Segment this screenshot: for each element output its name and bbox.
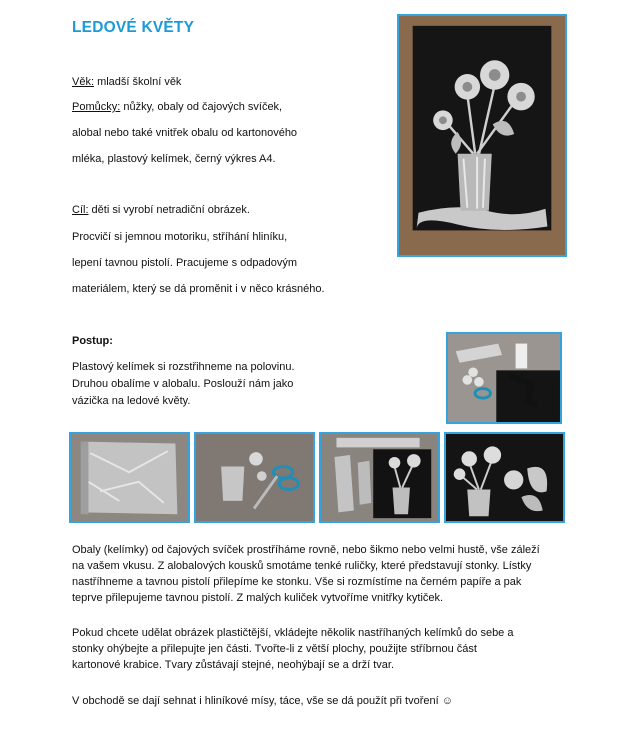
goal-line-4: materiálem, který se dá proměnit i v něco krásného. xyxy=(72,283,325,295)
goal-value: děti si vyrobí netradiční obrázek. xyxy=(88,204,250,216)
tools-value: nůžky, obaly od čajových svíček, xyxy=(120,101,283,113)
document-title: LEDOVÉ KVĚTY xyxy=(72,19,195,36)
goal-line-1 xyxy=(72,204,250,217)
photo-finished-artwork xyxy=(397,14,567,257)
paragraph-tips-line: stonky ohýbejte a přilepujte jen části. Tvořte-li z větší plochy, použijte stříbrnou část xyxy=(72,643,477,655)
procedure-line-1: Plastový kelímek si rozstřihneme na polovinu. xyxy=(72,361,295,373)
paragraph-instructions-line: nastříhneme a tavnou pistolí přilepíme ke stonku. Vše si rozmístíme na černém papíře a pak xyxy=(72,576,522,588)
paragraph-instructions xyxy=(72,542,562,606)
goal-line-2: Procvičí si jemnou motoriku, stříhání hliníku, xyxy=(72,231,288,243)
photo-materials xyxy=(446,332,562,424)
procedure-heading: Postup: xyxy=(72,335,113,347)
paragraph-closing: V obchodě se dají sehnat i hliníkové mísy, tácе, vše se dá použít při tvoření ☺ xyxy=(72,695,453,707)
tools-line-1 xyxy=(72,101,282,114)
photo-assembly xyxy=(319,432,440,523)
tools-line-2: alobal nebo také vnitřek obalu od kartonového xyxy=(72,127,298,139)
tools-label: Pomůcky: xyxy=(72,101,121,113)
procedure-line-3: vázička na ledové květy. xyxy=(72,395,191,407)
age-line xyxy=(72,76,181,89)
paragraph-tips-line: kartonové krabice. Tvary zůstávají stejné, neohýbají se a drží tvar. xyxy=(72,659,395,671)
paragraph-instructions-line: Obaly (kelímky) od čajových svíček prostříháme rovně, nebo šikmo nebo velmi hustě, vše záleží xyxy=(72,544,540,556)
paragraph-instructions-line: na vašem vkusu. Z alobalových kousků smotáme tenké ruličky, které představují stonky. Lístky xyxy=(72,560,532,572)
photo-cups-and-scissors xyxy=(194,432,315,523)
photo-flowers-arranged xyxy=(444,432,565,523)
paragraph-instructions-line: teprve přilepujeme tavnou pistolí. Z malých kuliček vytvoříme vnitřky kytiček. xyxy=(72,592,444,604)
age-label: Věk: xyxy=(72,76,95,88)
paragraph-tips-line: Pokud chcete udělat obrázek plastičtější, vkládejte několik nastříhaných kelímků do sebe a xyxy=(72,627,514,639)
tools-line-3: mléka, plastový kelímek, černý výkres A4. xyxy=(72,153,276,165)
age-value: mladší školní věk xyxy=(94,76,182,88)
goal-line-3: lepení tavnou pistolí. Pracujeme s odpadovým xyxy=(72,257,298,269)
goal-label: Cíl: xyxy=(72,204,89,216)
procedure-line-2: Druhou obalíme v alobalu. Poslouží nám jako xyxy=(72,378,294,390)
photo-foil-sheet xyxy=(69,432,190,523)
paragraph-tips xyxy=(72,625,562,673)
